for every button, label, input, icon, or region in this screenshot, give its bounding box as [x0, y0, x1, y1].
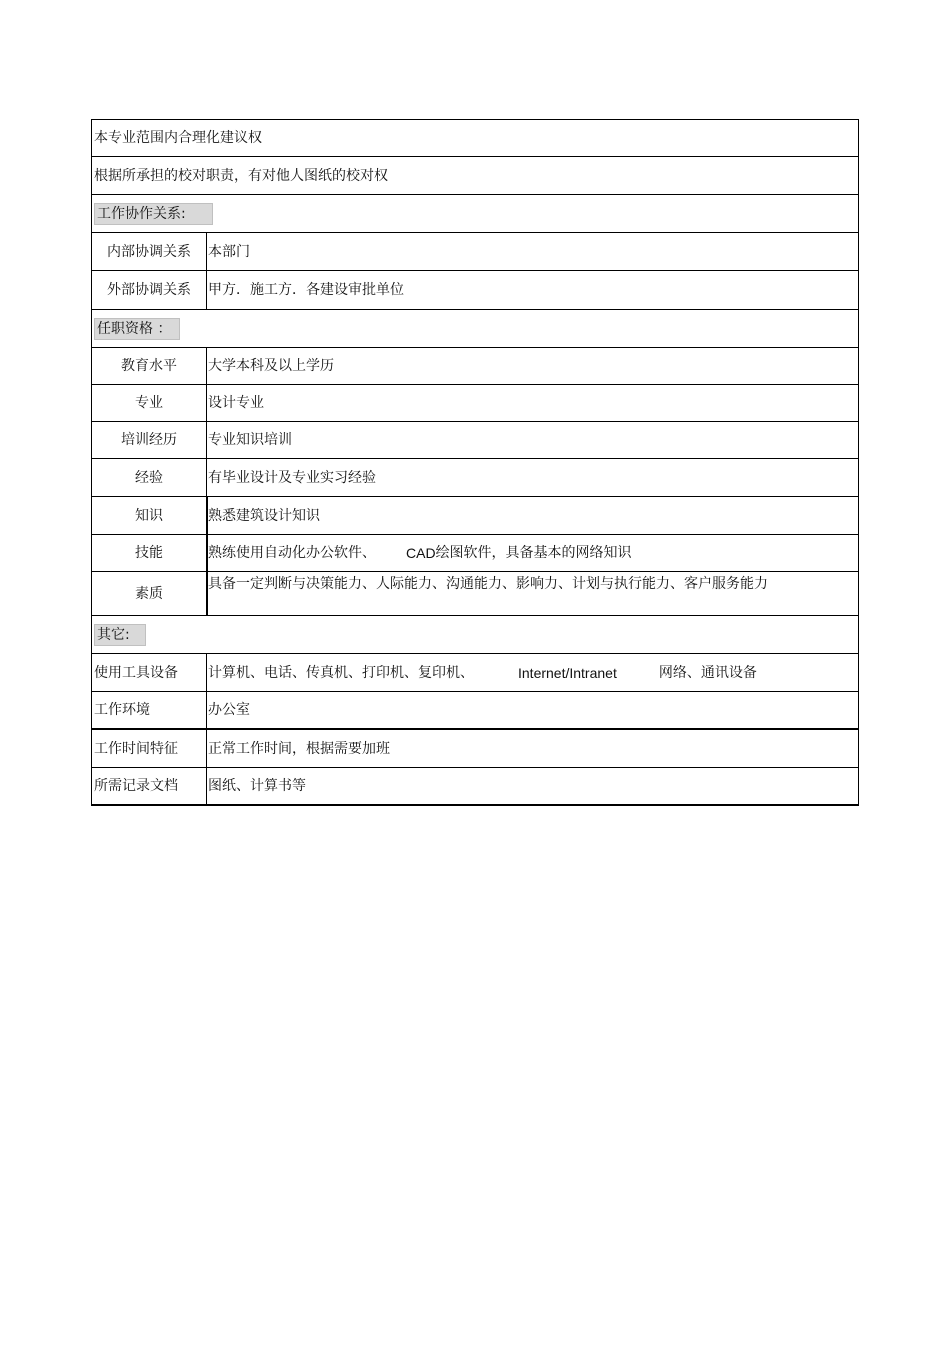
row-label: 所需记录文档 — [92, 768, 207, 804]
row-label: 知识 — [92, 497, 208, 534]
qual-row — [91, 421, 859, 459]
other-section-header — [91, 615, 859, 654]
value-part: 计算机、电话、传真机、打印机、复印机、 — [208, 664, 474, 681]
qual-section-header — [91, 309, 859, 348]
row-value: 熟悉建筑设计知识 — [208, 507, 320, 524]
other-row — [91, 653, 859, 692]
row-label: 教育水平 — [92, 348, 207, 384]
section-title: 其它: — [94, 624, 146, 646]
qual-row — [91, 534, 859, 572]
row-label: 工作时间特征 — [92, 730, 207, 767]
row-value: 大学本科及以上学历 — [208, 358, 334, 374]
other-row — [91, 691, 859, 729]
value-part: 绘图软件，具备基本的网络知识 — [435, 545, 632, 561]
row-value: 办公室 — [208, 702, 250, 718]
rights-text: 根据所承担的校对职责，有对他人图纸的校对权 — [94, 167, 388, 184]
row-label: 工作环境 — [92, 692, 207, 728]
row-value — [208, 654, 856, 691]
rights-text: 本专业范围内合理化建议权 — [94, 130, 262, 146]
row-label: 素质 — [92, 572, 208, 615]
row-label: 外部协调关系 — [92, 271, 207, 309]
qual-row — [91, 347, 859, 385]
row-value: 设计专业 — [208, 395, 264, 411]
other-row — [91, 728, 859, 768]
value-part: Internet/Intranet — [518, 664, 617, 681]
row-value — [208, 535, 856, 571]
collab-section-header — [91, 194, 859, 233]
row-label: 专业 — [92, 385, 207, 421]
row-value: 本部门 — [208, 243, 250, 260]
other-row — [91, 767, 859, 806]
value-part: 网络、通讯设备 — [658, 664, 757, 681]
qual-row — [91, 384, 859, 422]
row-value: 甲方．施工方．各建设审批单位 — [208, 282, 404, 298]
row-label: 内部协调关系 — [92, 233, 207, 270]
rights-row-1 — [91, 119, 859, 157]
row-label: 培训经历 — [92, 422, 207, 458]
qual-row — [91, 458, 859, 497]
collab-row — [91, 232, 859, 271]
section-title: 任职资格 ： — [94, 318, 180, 340]
row-value: 正常工作时间，根据需要加班 — [208, 740, 390, 757]
section-title: 工作协作关系: — [94, 203, 213, 225]
value-part: CAD — [406, 545, 436, 561]
qual-row — [91, 571, 859, 616]
qual-row — [91, 496, 859, 535]
row-value: 专业知识培训 — [208, 432, 292, 448]
row-value: 具备一定判断与决策能力、人际能力、沟通能力、影响力、计划与执行能力、客户服务能力 — [208, 576, 768, 592]
row-label: 使用工具设备 — [92, 654, 207, 691]
row-value: 有毕业设计及专业实习经验 — [208, 469, 376, 486]
collab-row — [91, 270, 859, 310]
row-label: 技能 — [92, 535, 208, 571]
rights-row-2 — [91, 156, 859, 195]
value-part: 熟练使用自动化办公软件、 — [208, 545, 376, 561]
row-value: 图纸、计算书等 — [208, 778, 306, 794]
row-label: 经验 — [92, 459, 207, 496]
